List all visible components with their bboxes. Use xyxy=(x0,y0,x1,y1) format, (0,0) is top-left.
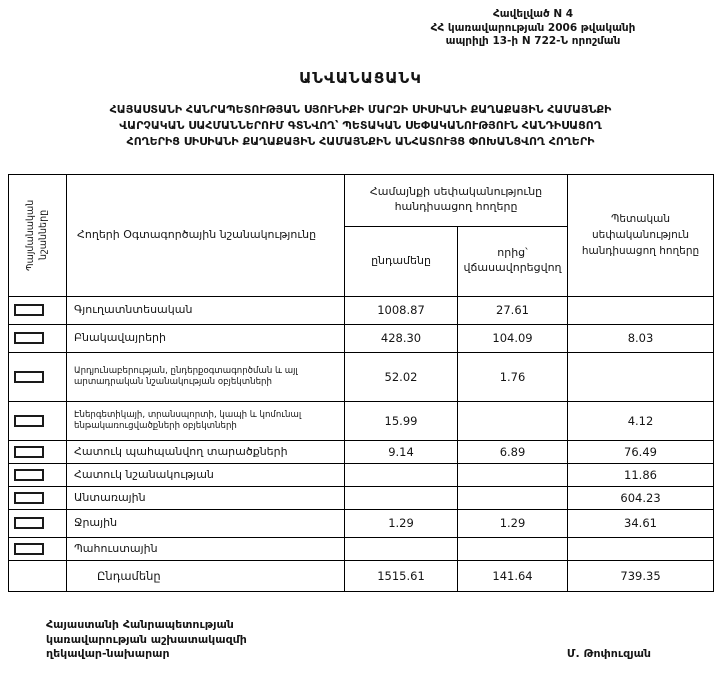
table-row xyxy=(9,537,714,560)
annex-note xyxy=(383,8,683,49)
value-total: 1.29 xyxy=(345,509,458,537)
land-category-label: Ջրային xyxy=(67,509,345,537)
value-total xyxy=(345,463,458,486)
value-total: 15.99 xyxy=(345,401,458,440)
value-state xyxy=(568,537,714,560)
symbol-cell xyxy=(9,324,67,352)
symbol-cell xyxy=(9,537,67,560)
footer xyxy=(8,618,713,663)
land-table xyxy=(8,174,714,592)
footer-line-1: Հայաստանի Հանրապետության xyxy=(46,617,234,631)
table-header-row-1 xyxy=(9,174,714,226)
annex-line-2: ՀՀ կառավարության 2006 թվականի xyxy=(430,21,636,34)
header-land-use: Հողերի Օգտագործային նշանակությունը xyxy=(67,174,345,296)
land-category-label: Էներգետիկայի, տրանսպորտի, կապի և կոմունալ ենթակառուցվածքների օբյեկտների xyxy=(67,401,345,440)
symbol-cell xyxy=(9,463,67,486)
table-row xyxy=(9,463,714,486)
symbol-cell xyxy=(9,352,67,401)
document-title: ԱՆՎԱՆԱՑԱՆԿ xyxy=(299,68,422,87)
symbol-placeholder-box xyxy=(14,332,44,344)
symbol-placeholder-box xyxy=(14,543,44,555)
value-total: 9.14 xyxy=(345,440,458,463)
value-state: 34.61 xyxy=(568,509,714,537)
value-of-which: 6.89 xyxy=(458,440,568,463)
table-row xyxy=(9,509,714,537)
land-category-label: Անտառային xyxy=(67,486,345,509)
annex-line-3: ապրիլի 13-ի N 722-Ն որոշման xyxy=(445,35,621,48)
value-total xyxy=(345,537,458,560)
symbol-placeholder-box xyxy=(14,415,44,427)
table-row xyxy=(9,401,714,440)
value-total: 52.02 xyxy=(345,352,458,401)
table-row xyxy=(9,352,714,401)
value-of-which xyxy=(458,401,568,440)
subtitle-line-1: ՀԱՅԱՍՏԱՆԻ ՀԱՆՐԱՊԵՏՈՒԹՅԱՆ ՍՅՈՒՆԻՔԻ ՄԱՐԶԻ ՍԻՍԻԱՆԻ ՔԱՂԱՔԱՅԻՆ ՀԱՄԱՅՆՔԻ xyxy=(109,102,612,116)
land-category-label: Հատուկ նշանակության xyxy=(67,463,345,486)
value-total: 428.30 xyxy=(345,324,458,352)
value-of-which: 1.76 xyxy=(458,352,568,401)
footer-signatory-title xyxy=(46,618,247,663)
land-category-label: Գյուղատնտեսական xyxy=(67,296,345,324)
value-of-which: 27.61 xyxy=(458,296,568,324)
symbol-placeholder-box xyxy=(14,492,44,504)
total-label: Ընդամենը xyxy=(67,560,345,591)
symbol-cell xyxy=(9,486,67,509)
value-state: 4.12 xyxy=(568,401,714,440)
value-state: 76.49 xyxy=(568,440,714,463)
land-category-label: Արդյունաբերության, ընդերքօգտագործման և այլ արտադրական նշանակության օբյեկտների xyxy=(67,352,345,401)
total-value-state: 739.35 xyxy=(568,560,714,591)
value-state: 11.86 xyxy=(568,463,714,486)
value-total: 1008.87 xyxy=(345,296,458,324)
header-symbols-vertical-label: Պայմանական նշանները xyxy=(24,199,49,271)
annex-line-1: Հավելված N 4 xyxy=(492,8,574,20)
value-state: 604.23 xyxy=(568,486,714,509)
symbol-cell xyxy=(9,296,67,324)
symbol-placeholder-box xyxy=(14,304,44,316)
land-category-label: Բնակավայրերի xyxy=(67,324,345,352)
header-symbols xyxy=(9,174,67,296)
value-of-which xyxy=(458,486,568,509)
header-total: ընդամենը xyxy=(345,226,458,296)
table-row xyxy=(9,440,714,463)
value-state xyxy=(568,352,714,401)
value-state: 8.03 xyxy=(568,324,714,352)
header-of-which: որից՝ վճասավորեցվող xyxy=(458,226,568,296)
symbol-placeholder-box xyxy=(14,517,44,529)
subtitle-line-2: ՎԱՐՉԱԿԱՆ ՍԱՀՄԱՆՆԵՐՈՒՄ ԳՏՆՎՈՂ՝ ՊԵՏԱԿԱՆ ՍԵՓԱԿԱՆՈՒԹՅՈՒՆ ՀԱՆԴԻՍԱՑՈՂ xyxy=(119,118,602,132)
table-row xyxy=(9,296,714,324)
symbol-cell xyxy=(9,509,67,537)
total-value-of-which: 141.64 xyxy=(458,560,568,591)
header-state-lands: Պետական սեփականություն հանդիսացող հողերը xyxy=(568,174,714,296)
value-of-which xyxy=(458,463,568,486)
subtitle-line-3: ՀՈՂԵՐԻՑ ՍԻՍԻԱՆԻ ՔԱՂԱՔԱՅԻՆ ՀԱՄԱՅՆՔԻՆ ԱՆՀԱՏՈՒՅՑ ՓՈԽԱՆՑՎՈՂ ՀՈՂԵՐԻ xyxy=(126,134,595,148)
symbol-placeholder-box xyxy=(14,371,44,383)
table-row xyxy=(9,486,714,509)
symbol-placeholder-box xyxy=(14,469,44,481)
symbol-cell xyxy=(9,440,67,463)
value-of-which: 104.09 xyxy=(458,324,568,352)
signature-name: Մ. Թոփուզյան xyxy=(566,647,651,661)
symbol-cell xyxy=(9,401,67,440)
footer-line-2: կառավարության աշխատակազմի xyxy=(46,632,247,646)
value-state xyxy=(568,296,714,324)
value-of-which: 1.29 xyxy=(458,509,568,537)
symbol-cell-empty xyxy=(9,560,67,591)
land-category-label: Պահուստային xyxy=(67,537,345,560)
footer-line-3: ղեկավար-նախարար xyxy=(46,647,170,661)
symbol-placeholder-box xyxy=(14,446,44,458)
header-community-group: Համայնքի սեփականությունը հանդիսացող հողերը xyxy=(345,174,568,226)
total-value-total: 1515.61 xyxy=(345,560,458,591)
table-row xyxy=(9,324,714,352)
value-of-which xyxy=(458,537,568,560)
value-total xyxy=(345,486,458,509)
land-category-label: Հատուկ պահպանվող տարածքների xyxy=(67,440,345,463)
document-subtitle xyxy=(8,102,713,150)
total-row xyxy=(9,560,714,591)
